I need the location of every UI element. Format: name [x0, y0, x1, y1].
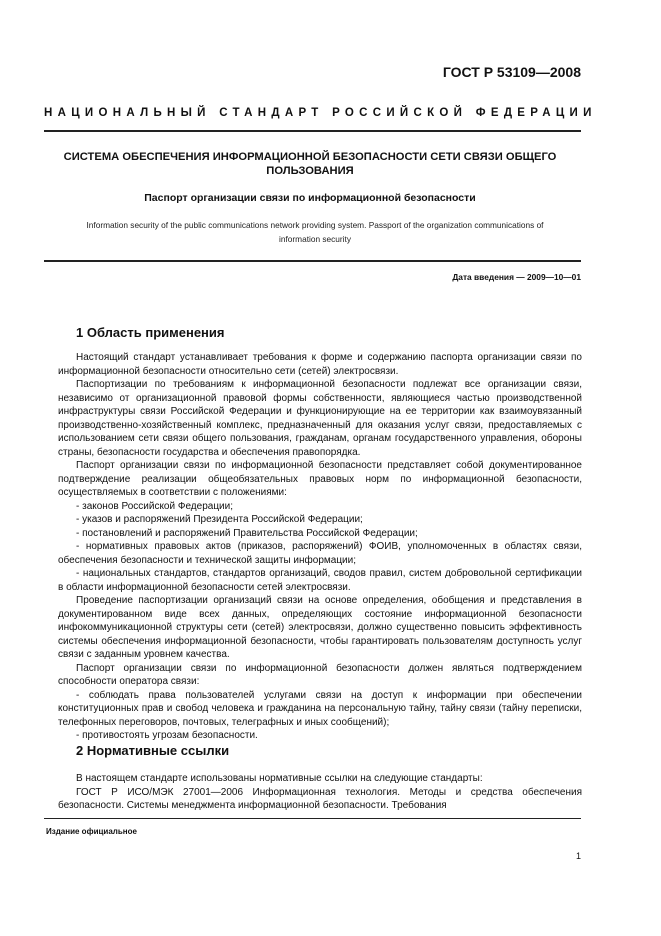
paragraph: Настоящий стандарт устанавливает требования к форме и содержанию паспорта организации связи по информационной безопасности относительно сети (сетей) электросвязи.	[58, 352, 582, 377]
document-number: ГОСТ Р 53109—2008	[442, 64, 581, 80]
paragraph: Паспорт организации связи по информационной безопасности представляет собой документированное подтверждение реализации общеобязательных правовых норм по информационной безопасности, осуществляемых в соответствии с положениями:	[58, 460, 582, 498]
list-item: - постановлений и распоряжений Правительства Российской Федерации;	[76, 527, 418, 539]
section-1-heading: 1 Область применения	[76, 325, 225, 340]
list-item: - соблюдать права пользователей услугами связи на доступ к информации при обеспечении конституционных прав и свобод человека и гражданина на персональную тайну, тайну связи (тайну переписки, телефонных переговоров, почтовых, телеграфных и иных сообщений);	[58, 689, 582, 728]
middle-rule	[44, 260, 581, 262]
list-item: - противостоять угрозам безопасности.	[76, 730, 258, 741]
section-2-heading: 2 Нормативные ссылки	[76, 743, 230, 758]
edition-label: Издание официальное	[46, 827, 137, 836]
paragraph: Проведение паспортизации организаций связи на основе определения, обобщения и представления в документированном виде всех данных, определяющих состояние информационной безопасности инфокоммуникационной структуры сети (сетей) электросвязи, должно существенно повысить эффективность системы обеспечения информационной безопасности, чтобы гарантировать пользователям доступность услуг связи с заданным уровнем качества.	[58, 595, 582, 660]
section-1-body	[58, 351, 582, 743]
document-subtitle: Паспорт организации связи по информационной безопасности	[144, 192, 476, 204]
paragraph: Паспорт организации связи по информационной безопасности должен являться подтверждением способности оператора связи:	[58, 662, 582, 687]
document-title: СИСТЕМА ОБЕСПЕЧЕНИЯ ИНФОРМАЦИОННОЙ БЕЗОПАСНОСТИ СЕТИ СВЯЗИ ОБЩЕГО ПОЛЬЗОВАНИЯ	[63, 151, 557, 177]
paragraph: ГОСТ Р ИСО/МЭК 27001—2006 Информационная технология. Методы и средства обеспечения безопасности. Системы менеджмента информационной безопасности. Требования	[58, 786, 582, 811]
section-2-body	[58, 772, 582, 813]
english-title: Information security of the public communications network providing system. Passport of the organization communications of information security	[86, 220, 544, 244]
paragraph: В настоящем стандарте использованы нормативные ссылки на следующие стандарты:	[76, 773, 483, 784]
list-item: - национальных стандартов, стандартов организаций, сводов правил, систем добровольной сертификации в области информационной безопасности сетей электросвязи.	[58, 568, 582, 593]
top-rule	[44, 130, 581, 132]
paragraph: Паспортизации по требованиям к информационной безопасности подлежат все организации связи, независимо от организационной правовой формы собственности, являющиеся частью производственной инфраструктуры связи Российской Федерации и функционирующие на ее территории как взаимоувязанный производственно-хозяйственный комплекс, предназначенный для оказания услуг связи, предоставляемых с использованием сети связи общего пользования, гражданам, органам государственного управления, обороны страны, безопасности государства и обеспечения правопорядка.	[58, 379, 582, 458]
list-item: - указов и распоряжений Президента Российской Федерации;	[76, 514, 363, 525]
list-item: - законов Российской Федерации;	[76, 500, 233, 512]
introduction-date: Дата введения — 2009—10—01	[452, 272, 581, 282]
footer-rule	[44, 818, 581, 819]
list-item: - нормативных правовых актов (приказов, распоряжений) ФОИВ, уполномоченных в областях связи, обеспечения безопасности и технической защиты информации;	[58, 541, 582, 566]
standard-banner: НАЦИОНАЛЬНЫЙ СТАНДАРТ РОССИЙСКОЙ ФЕДЕРАЦИИ	[44, 107, 597, 119]
page-number: 1	[575, 851, 581, 861]
